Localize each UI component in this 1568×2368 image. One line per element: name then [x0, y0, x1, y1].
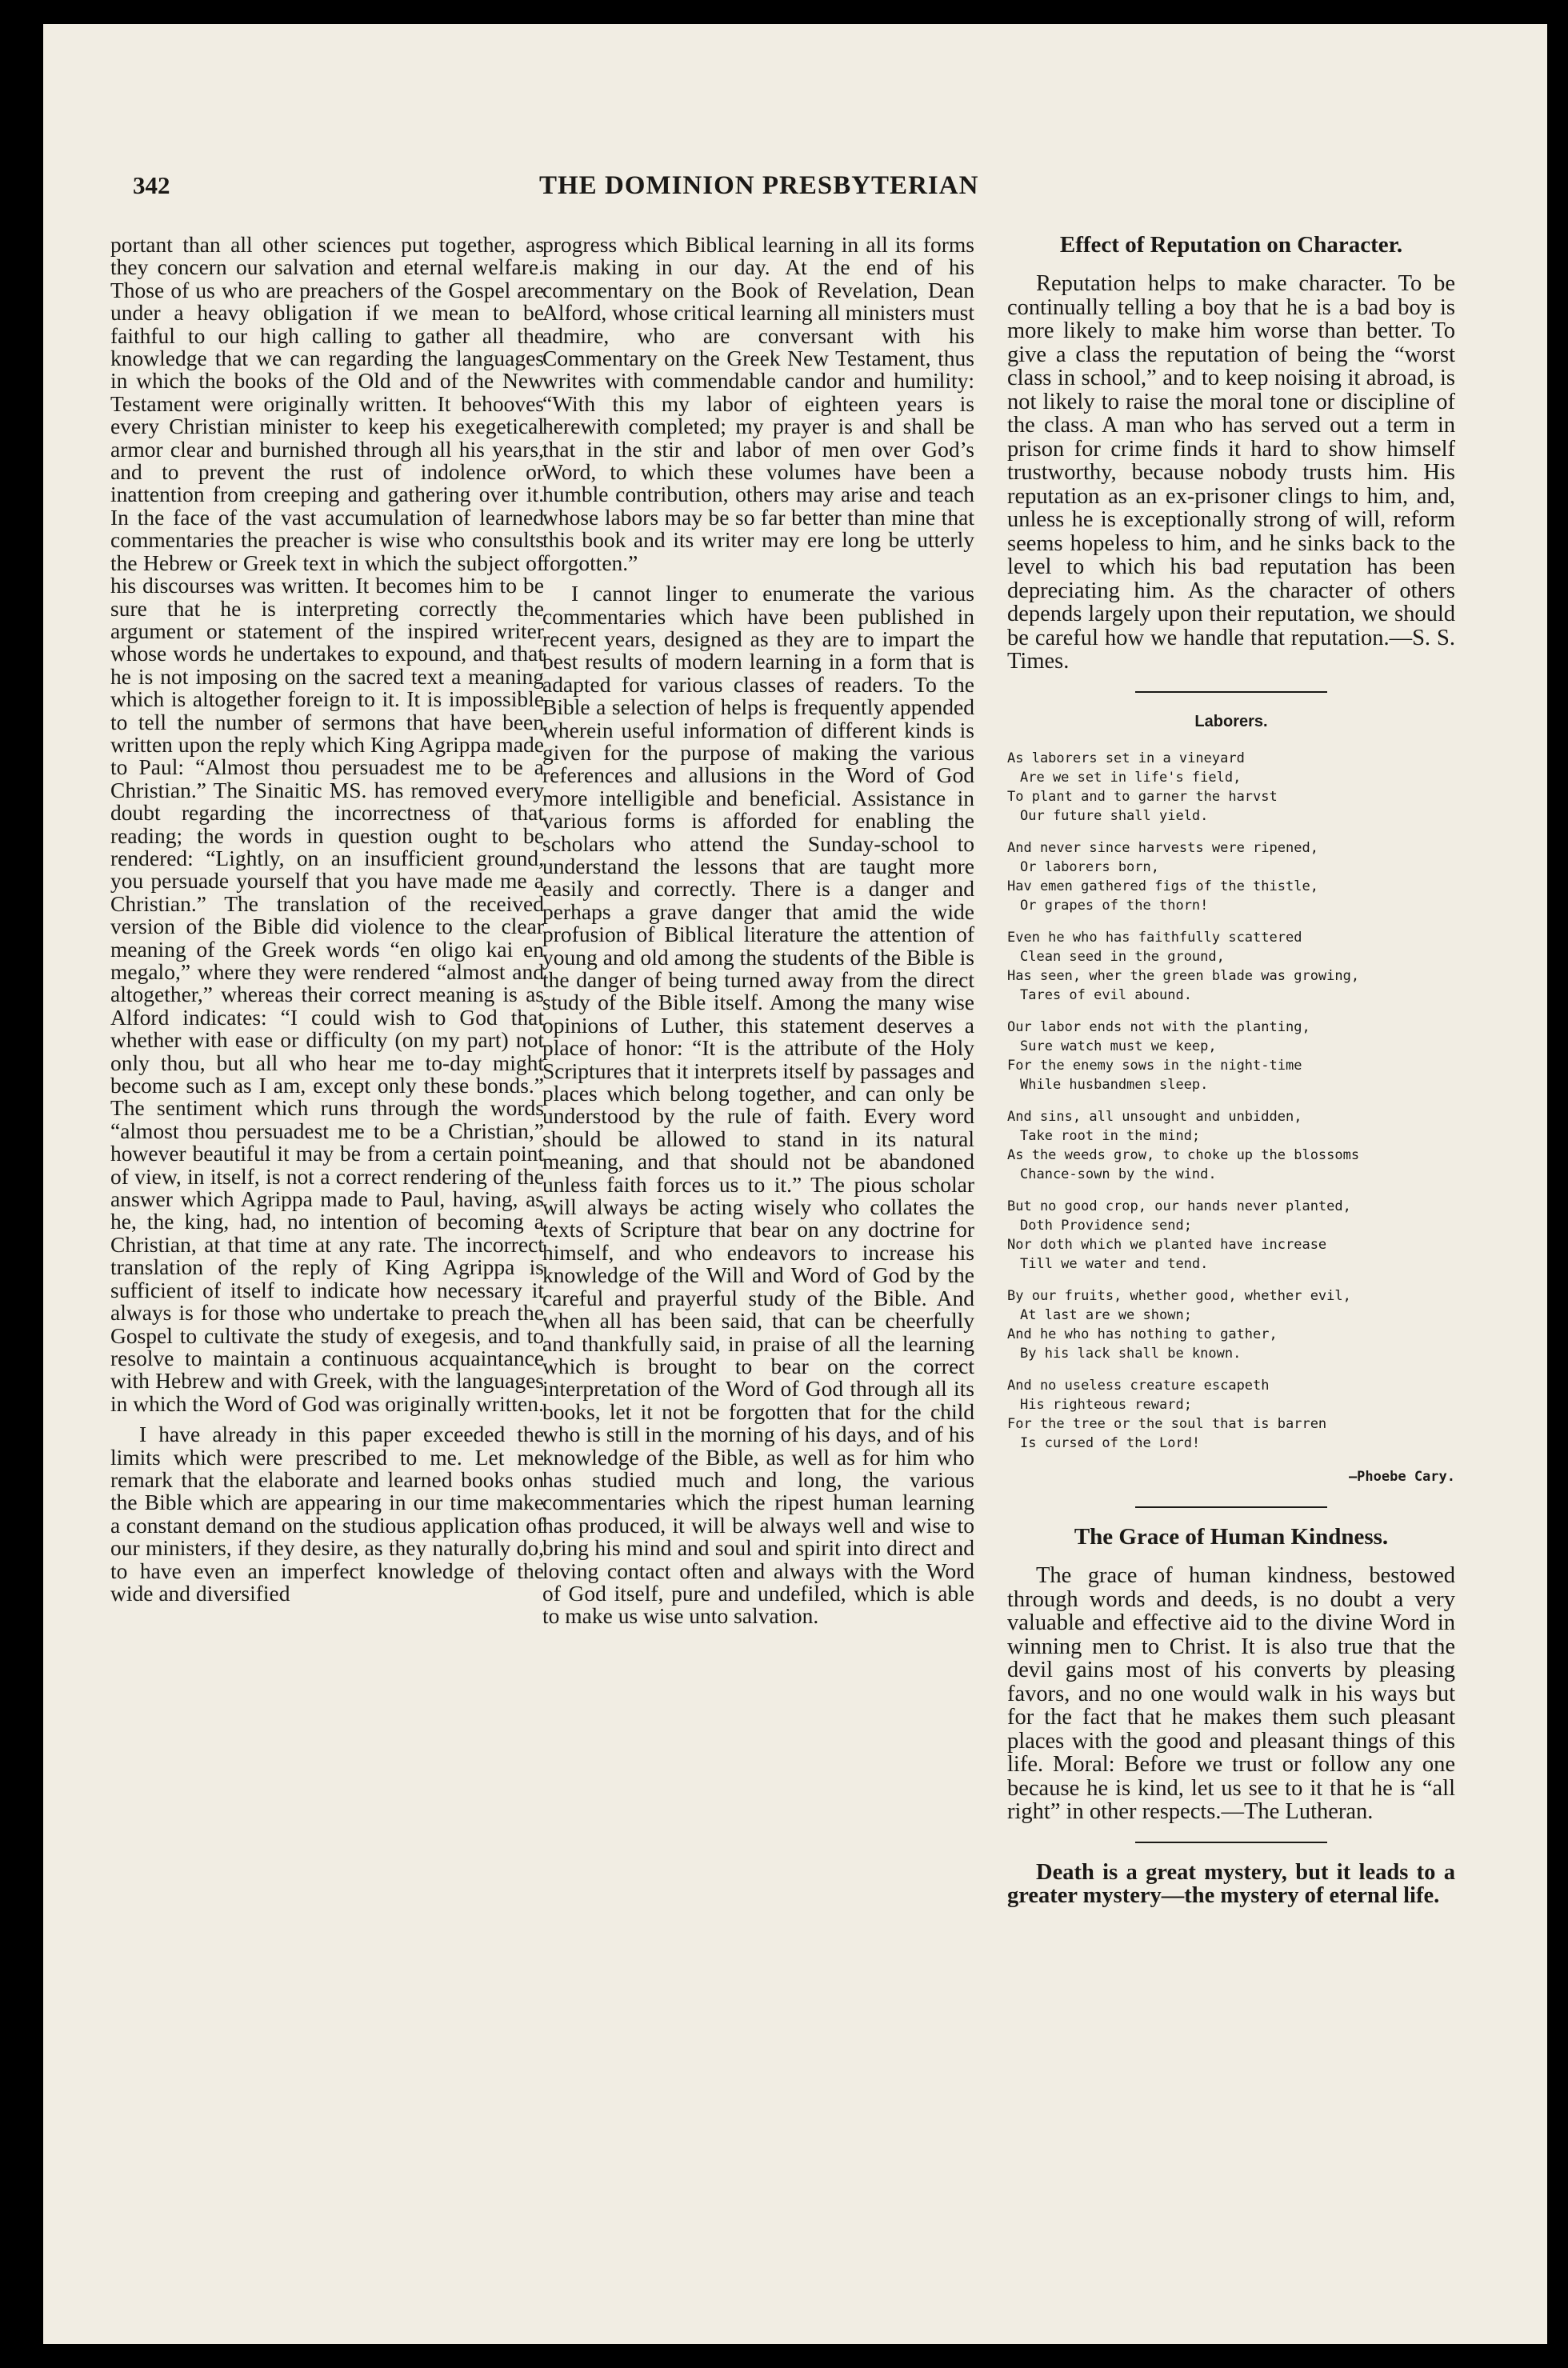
poem-stanza	[1007, 749, 1455, 826]
poem-body	[1007, 749, 1455, 1453]
poem-line: And he who has nothing to gather,	[1007, 1326, 1278, 1343]
poem-line: Or grapes of the thorn!	[1020, 898, 1209, 914]
poem-line: Till we water and tend.	[1020, 1256, 1209, 1273]
poem-stanza	[1007, 928, 1455, 1005]
poem-line: As laborers set in a vineyard	[1007, 750, 1245, 767]
poem-line: For the enemy sows in the night-time	[1007, 1058, 1302, 1074]
poem-line: And no useless creature escapeth	[1007, 1378, 1270, 1394]
poem-line: Clean seed in the ground,	[1020, 949, 1225, 966]
poem-stanza	[1007, 1197, 1455, 1274]
middle-column	[542, 234, 974, 1636]
poem-title: Laborers.	[1194, 712, 1268, 730]
poem-line: Nor doth which we planted have increase	[1007, 1237, 1327, 1254]
article-paragraph: progress which Biblical learning in all its forms is making in our day. At the end of his commentary on the Book of Revelation, Dean Alford, whose critical learning all ministers must admire, who are conversant with his Commentary on the Greek New Testament, thus writes with commendable candor and humility: “With this my labor of eighteen years is herewith completed; my prayer is and shall be that in the stir and labor of men over God’s Word, to which these volumes have been a humble contribution, others may arise and teach whose labors may be so far better than mine that this book and its writer may ere long be utterly forgotten.”	[542, 232, 974, 575]
poem-stanza	[1007, 1107, 1455, 1184]
reputation-body: Reputation helps to make character. To be continually telling a boy that he is a bad boy is more likely to make him worse than better. To give a class the reputation of being the “worst class in school,” and to keep noising it abroad, is not likely to raise the moral tone or discipline of the class. A man who has served out a term in prison for crime finds it hard to show himself trustworthy, because nobody trusts him. His reputation as an ex-prisoner clings to him, and, unless he is exceptionally strong of will, reform seems hopeless to him, and he sinks back to the level to which his bad reputation has been depreciating him. As the character of others depends largely upon their reputation, we should be careful how we handle that reputation.—S. S. Times.	[1007, 271, 1455, 674]
poem-line: Sure watch must we keep,	[1020, 1038, 1217, 1055]
poem-line: While husbandmen sleep.	[1020, 1077, 1209, 1094]
page-number: 342	[133, 171, 170, 199]
closing-note: Death is a great mystery, but it leads to a greater mystery—the mystery of eternal life.	[1007, 1859, 1455, 1909]
poem-line: Hav emen gathered figs of the thistle,	[1007, 878, 1318, 895]
poem-line: Tares of evil abound.	[1020, 987, 1192, 1004]
poem-line: Doth Providence send;	[1020, 1218, 1192, 1234]
poem-line: But no good crop, our hands never planted,	[1007, 1198, 1351, 1215]
article-paragraph: I have already in this paper exceeded the limits which were prescribed to me. Let me remark that the elaborate and learned books on the Bible which are appearing in our time make a constant demand on the studious application of our ministers, if they desire, as they naturally do, to have even an imperfect knowledge of the wide and diversified	[110, 1422, 544, 1606]
poem-line: At last are we shown;	[1020, 1307, 1192, 1324]
poem-line: Our labor ends not with the planting,	[1007, 1019, 1310, 1036]
poem-stanza	[1007, 838, 1455, 915]
article-paragraph: I cannot linger to enumerate the various commentaries which have been published in recent years, designed as they are to impart the best results of modern learning in a form that is adapted for various classes of readers. To the Bible a selection of helps is frequently appended wherein useful information of different kinds is given for the purpose of making the various references and allusions in the Word of God more intelligible and beneficial. Assistance in various forms is afforded for enabling the scholars who attend the Sunday-school to understand the lessons that are taught more easily and correctly. There is a danger and perhaps a grave danger that amid the wide profusion of Biblical literature the attention of young and old among the students of the Bible is the danger of being turned away from the direct study of the Bible itself. Among the many wise opinions of Luther, this statement deserves a place of honor: “It is the attribute of the Holy Scriptures that it interprets itself by passages and places which belong together, and can only be understood by the rule of faith. Every word should be allowed to stand in its natural meaning, and that should not be abandoned unless faith forces us to it.” The pious scholar will always be acting wisely who collates the texts of Scripture that bear on any doctrine for himself, and who endeavors to increase his knowledge of the Will and Word of God by the careful and prayerful study of the Bible. And when all has been said, that can be cheerfully and thankfully said, in praise of all the learning which is brought to bear on the correct interpretation of the Word of God through all its books, let it not be forgotten that for the child who is still in the morning of his days, and of his knowledge of the Bible, as well as for him who has studied much and long, the various commentaries which the ripest human learning has produced, it will be always well and wise to bring his mind and soul and spirit into direct and loving contact often and always with the Word of God itself, pure and undefiled, which is able to make us wise unto salvation.	[542, 581, 974, 1629]
poem-stanza	[1007, 1376, 1455, 1453]
newspaper-page	[43, 24, 1547, 2344]
poem-line: Chance-sown by the wind.	[1020, 1166, 1217, 1183]
poem-stanza	[1007, 1286, 1455, 1363]
poem-line: Our future shall yield.	[1020, 808, 1209, 825]
section-divider	[1135, 691, 1327, 693]
section-divider	[1135, 1842, 1327, 1843]
left-column	[110, 234, 544, 1613]
article-paragraph: portant than all other sciences put together, as they concern our salvation and eternal welfare. Those of us who are preachers of the Gospel are under a heavy obligation if we mean to be faithful to our high calling to gather all the knowledge that we can regarding the languages in which the books of the Old and of the New Testament were originally written. It behooves every Christian minister to keep his exegetical armor clear and burnished through all his years, and to prevent the rust of indolence or inattention from creeping and gathering over it. In the face of the vast accumulation of learned commentaries the preacher is wise who consults the Hebrew or Greek text in which the subject of his discourses was written. It becomes him to be sure that he is interpreting correctly the argument or statement of the inspired writer whose words he undertakes to expound, and that he is not imposing on the sacred text a meaning which is altogether foreign to it. It is impossible to tell the number of sermons that have been written upon the reply which King Agrippa made to Paul: “Almost thou persuadest me to be a Christian.” The Sinaitic MS. has removed every doubt regarding the incorrectness of that reading; the words in question ought to be rendered: “Lightly, on an insufficient ground, you persuade yourself that you have made me a Christian.” The translation of the received version of the Bible did violence to the clear meaning of the Greek words “en oligo kai en megalo,” where they were rendered “almost and altogether,” whereas their correct meaning is as Alford indicates: “I could wish to God that whether with ease or difficulty (on my part) not only thou, but all who hear me to-day might become such as I am, except only these bonds.” The sentiment which runs through the words “almost thou persuadest me to be a Christian,” however beautiful it may be from a certain point of view, in itself, is not a correct rendering of the answer which Agrippa made to Paul, having, as he, the king, had, no intention of becoming a Christian, at that time at any rate. The incorrect translation of the reply of King Agrippa is sufficient of itself to indicate how necessary it always is for those who undertake to preach the Gospel to cultivate the study of exegesis, and to resolve to maintain a continuous acquaintance with Hebrew and with Greek, with the languages in which the Word of God was originally written.	[110, 232, 544, 1416]
kindness-body: The grace of human kindness, bestowed through words and deeds, is no doubt a very valuable and effective aid to the divine Word in winning men to Christ. It is also true that the devil gains most of his converts by pleasing favors, and no one would walk in his ways but for the fact that he makes them such pleasant places with the good and pleasant things of this life. Moral: Before we trust or follow any one because he is kind, let us see to it that he is “all right” in other respects.—The Lutheran.	[1007, 1563, 1455, 1825]
poem-line: Even he who has faithfully scattered	[1007, 930, 1302, 946]
journal-title: THE DOMINION PRESBYTERIAN	[539, 171, 979, 200]
poem-line: Or laborers born,	[1020, 859, 1159, 876]
poem-line: By our fruits, whether good, whether evil,	[1007, 1288, 1351, 1305]
poem-line: For the tree or the soul that is barren	[1007, 1416, 1327, 1433]
kindness-title: The Grace of Human Kindness.	[1074, 1523, 1389, 1550]
poem-attribution: —Phoebe Cary.	[1348, 1469, 1455, 1486]
poem-line: By his lack shall be known.	[1020, 1346, 1242, 1362]
poem-line: His righteous reward;	[1020, 1397, 1192, 1414]
poem-line: Is cursed of the Lord!	[1020, 1435, 1201, 1452]
poem-line: And sins, all unsought and unbidden,	[1007, 1109, 1302, 1126]
right-column	[1007, 234, 1455, 1916]
poem-line: Has seen, wher the green blade was growing,	[1007, 968, 1360, 985]
poem-stanza	[1007, 1018, 1455, 1094]
poem-line: Are we set in life's field,	[1020, 770, 1242, 786]
poem-line: And never since harvests were ripened,	[1007, 840, 1318, 857]
poem-line: To plant and to garner the harvst	[1007, 789, 1278, 806]
poem-line: Take root in the mind;	[1020, 1128, 1201, 1145]
section-divider	[1135, 1506, 1327, 1508]
reputation-title: Effect of Reputation on Character.	[1059, 232, 1403, 258]
poem-line: As the weeds grow, to choke up the blossoms	[1007, 1147, 1360, 1164]
